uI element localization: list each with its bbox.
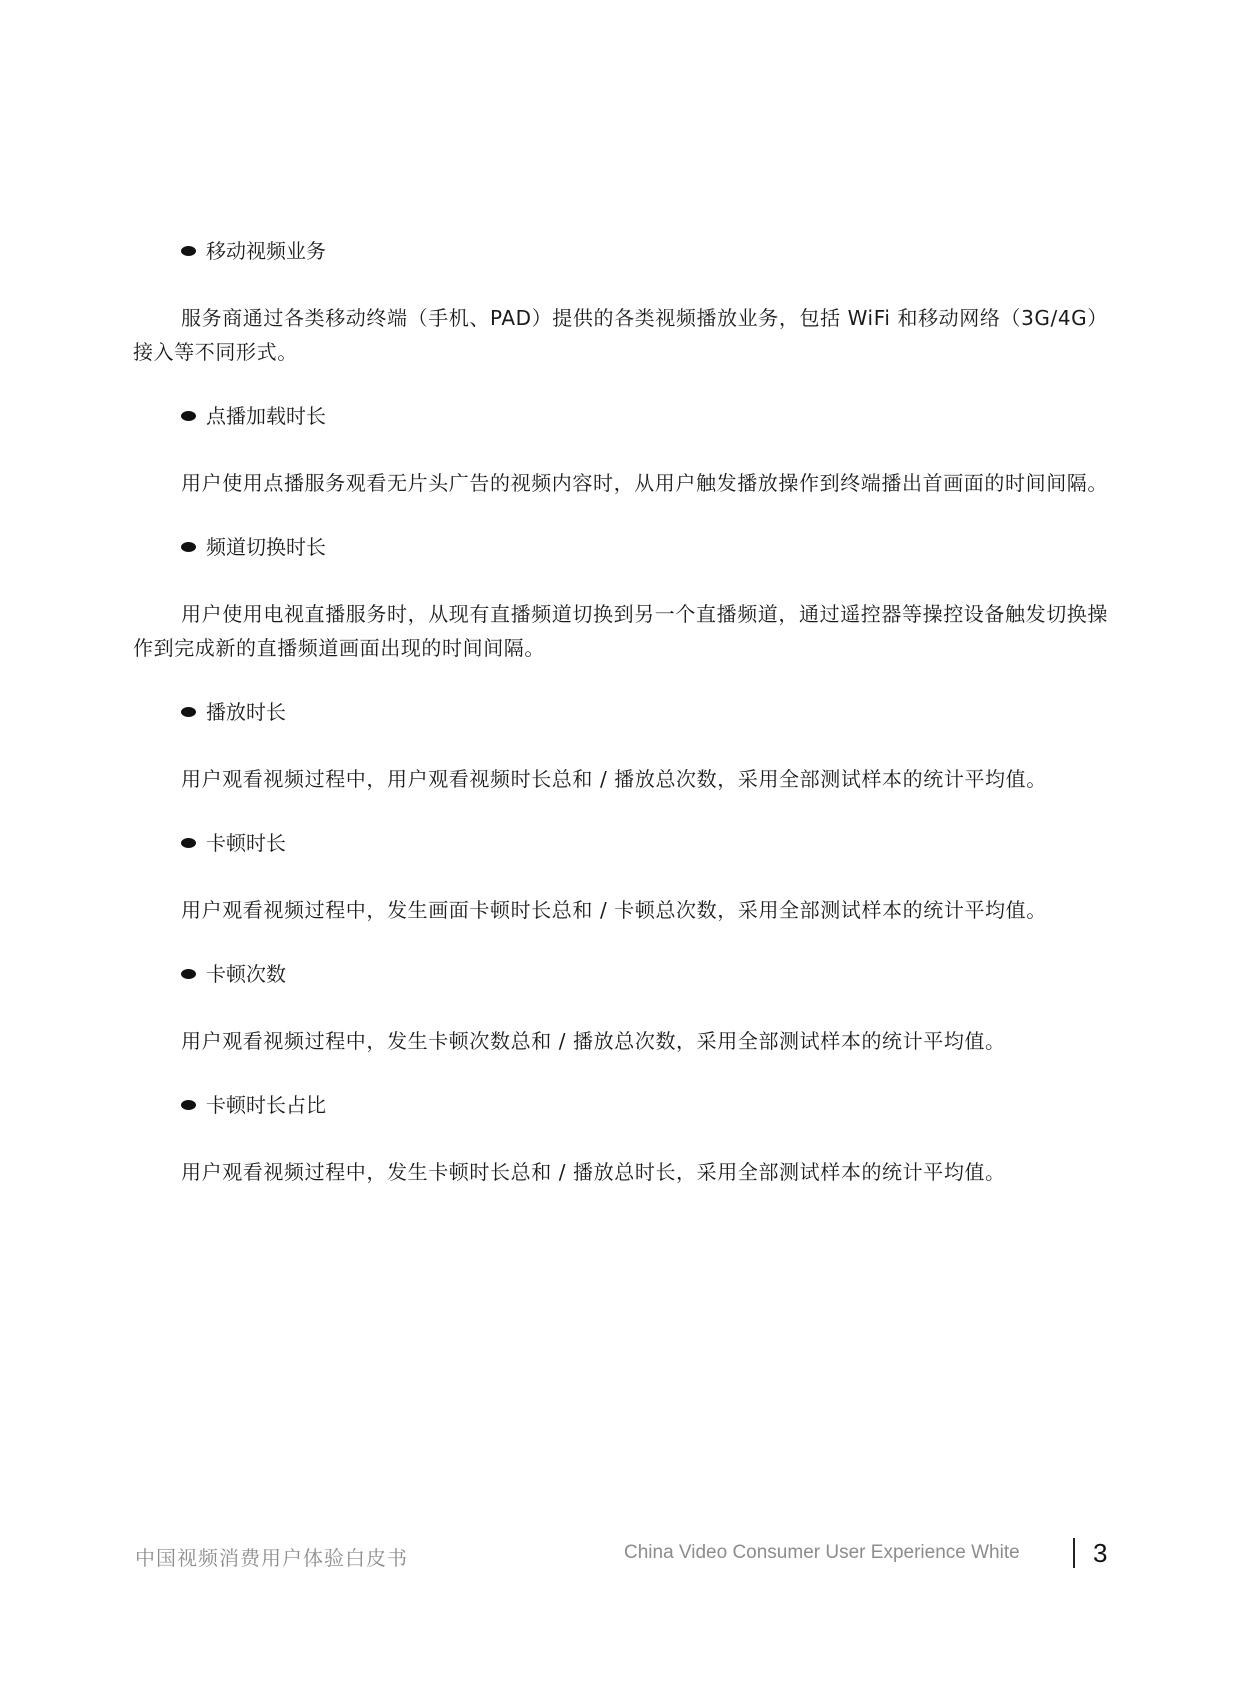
footer-divider [1073, 1538, 1075, 1568]
term-heading [133, 697, 1123, 727]
term-description: 用户观看视频过程中，用户观看视频时长总和 / 播放总次数，采用全部测试样本的统计平均值。 [181, 767, 1047, 791]
term-description: 用户观看视频过程中，发生卡顿次数总和 / 播放总次数，采用全部测试样本的统计平均值。 [181, 1029, 1006, 1053]
term-label: 卡顿时长占比 [206, 1093, 326, 1117]
bullet-icon [181, 246, 196, 256]
footer-title-en: China Video Consumer User Experience White [624, 1542, 1020, 1563]
term-heading [133, 1090, 1123, 1120]
term-description: 用户观看视频过程中，发生卡顿时长总和 / 播放总时长，采用全部测试样本的统计平均值。 [181, 1160, 1006, 1184]
term-heading [133, 532, 1123, 562]
bullet-icon [181, 969, 196, 979]
term-label: 卡顿时长 [206, 831, 286, 855]
bullet-icon [181, 707, 196, 717]
term-label: 播放时长 [206, 700, 286, 724]
bullet-icon [181, 1100, 196, 1110]
footer-title-cn: 中国视频消费用户体验白皮书 [135, 1546, 408, 1570]
term-label: 点播加载时长 [206, 404, 326, 428]
page-number: 3 [1093, 1538, 1108, 1568]
term-label: 频道切换时长 [206, 535, 326, 559]
document-body [133, 236, 1123, 1221]
term-description: 用户使用电视直播服务时，从现有直播频道切换到另一个直播频道，通过遥控器等操控设备触发切换操作到完成新的直播频道画面出现的时间间隔。 [133, 602, 1108, 660]
term-description: 用户使用点播服务观看无片头广告的视频内容时，从用户触发播放操作到终端播出首画面的时间间隔。 [181, 471, 1108, 495]
term-heading [133, 828, 1123, 858]
term-heading [133, 236, 1123, 266]
term-heading [133, 401, 1123, 431]
bullet-icon [181, 411, 196, 421]
bullet-icon [181, 838, 196, 848]
term-label: 卡顿次数 [206, 962, 286, 986]
bullet-icon [181, 542, 196, 552]
term-heading [133, 959, 1123, 989]
page-footer [0, 1536, 1249, 1576]
term-description: 用户观看视频过程中，发生画面卡顿时长总和 / 卡顿总次数，采用全部测试样本的统计平均值。 [181, 898, 1047, 922]
term-label: 移动视频业务 [206, 239, 326, 263]
term-description: 服务商通过各类移动终端（手机、PAD）提供的各类视频播放业务，包括 WiFi 和移动网络（3G/4G）接入等不同形式。 [133, 306, 1108, 364]
